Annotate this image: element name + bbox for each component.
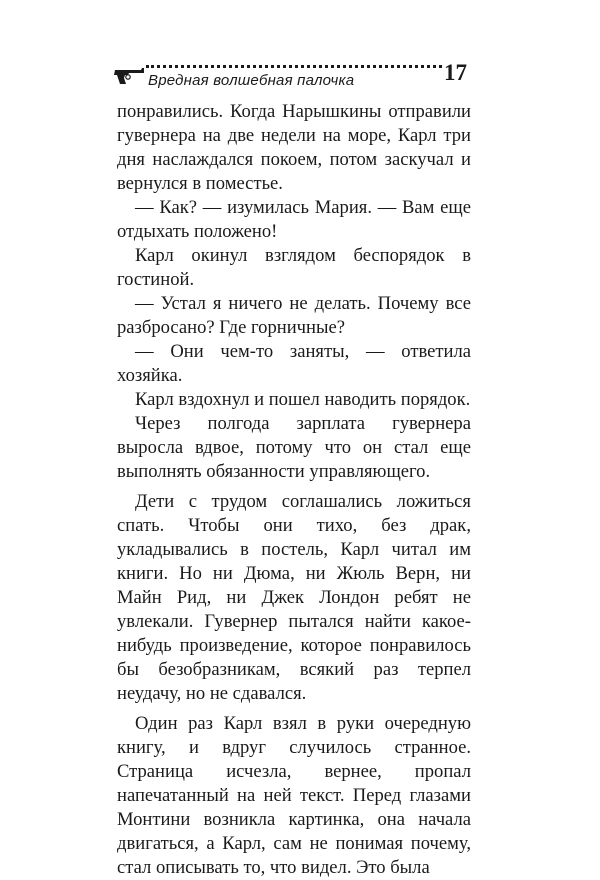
- paragraph: — Как? — изумилась Мария. — Вам еще отдыхать положено!: [117, 197, 471, 242]
- paragraph: Карл вздохнул и пошел наводить порядок.: [135, 389, 471, 410]
- revolver-icon: [112, 67, 146, 85]
- paragraph: Через полгода зарплата гувернера выросла вдвое, потому что он стал еще выполнять обязанности управляющего.: [117, 413, 471, 482]
- paragraph: Карл окинул взглядом беспорядок в гостиной.: [117, 245, 471, 290]
- page-number: 17: [444, 60, 467, 85]
- page-header: [112, 58, 472, 92]
- paragraph: Один раз Карл взял в руки очередную книгу, и вдруг случилось странное. Страница исчезла, вернее, пропал напечатанный на ней текст. Перед глазами Монтини возникла картинка, она начала двигаться, а Карл, сам не понимая почему, стал описывать то, что видел. Это была: [117, 713, 471, 878]
- paragraph: — Они чем-то заняты, — ответила хозяйка.: [117, 341, 471, 386]
- running-title: Вредная волшебная палочка: [148, 72, 355, 89]
- dotted-rule: [146, 65, 442, 68]
- paragraph: понравились. Когда Нарышкины отправили гувернера на две недели на море, Карл три дня наслаждался покоем, потом заскучал и вернулся в поместье.: [117, 101, 471, 194]
- body-text: [117, 100, 471, 880]
- paragraph: — Устал я ничего не делать. Почему все разбросано? Где горничные?: [117, 293, 471, 338]
- paragraph: Дети с трудом соглашались ложиться спать. Чтобы они тихо, без драк, укладывались в постель, Карл читал им книги. Но ни Дюма, ни Жюль Верн, ни Майн Рид, ни Джек Лондон ребят не увлекали. Гувернер пытался найти какое-нибудь произведение, которое понравилось бы безобразникам, всякий раз терпел неудачу, но не сдавался.: [117, 491, 471, 704]
